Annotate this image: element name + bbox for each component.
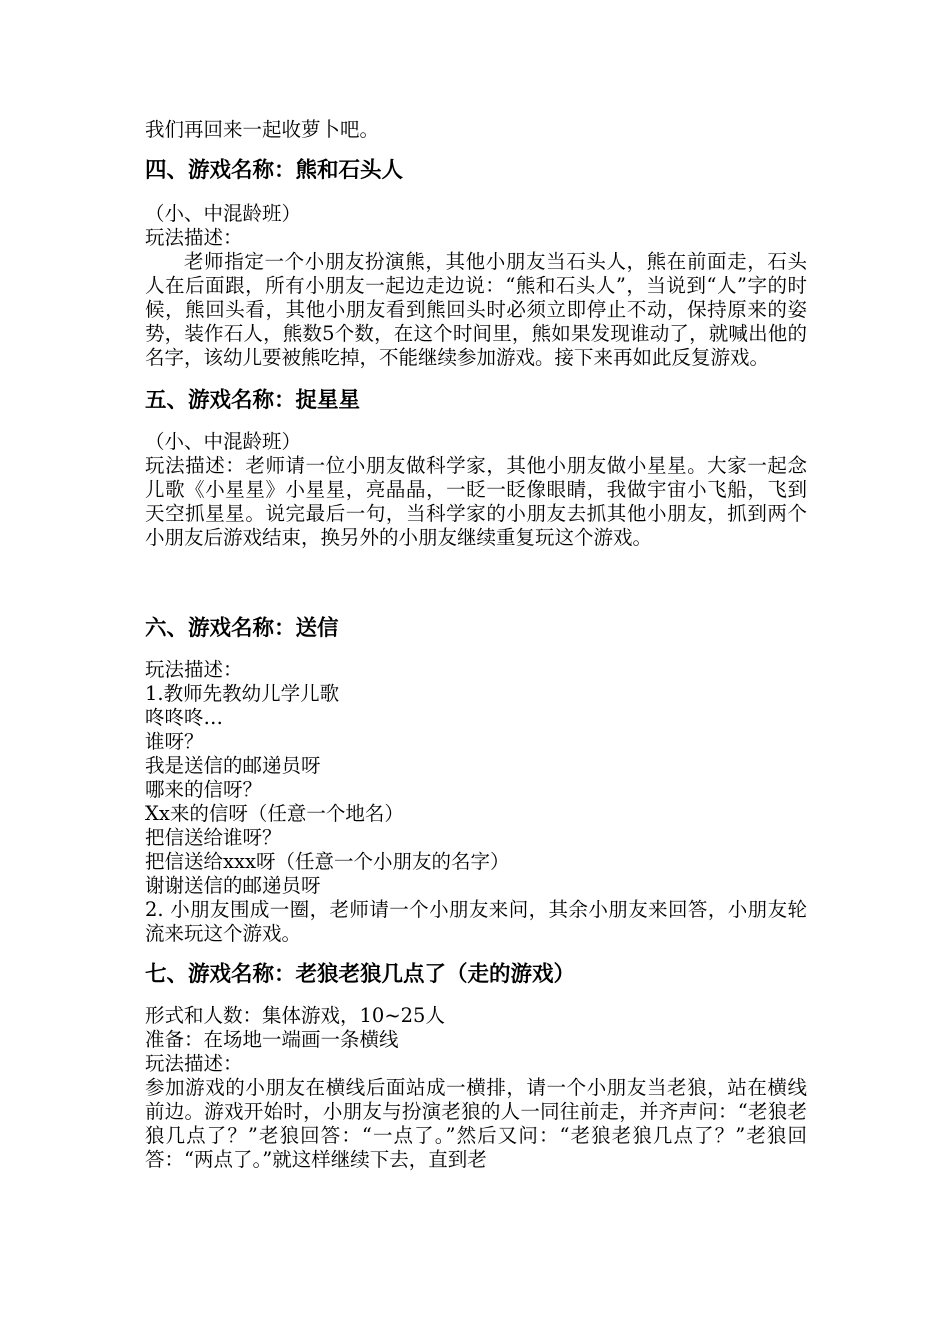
section-5-body: 玩法描述：老师请一位小朋友做科学家，其他小朋友做小星星。大家一起念儿歌《小星星》小星星，亮晶晶，一眨一眨像眼睛，我做宇宙小飞船，飞到天空抓星星。说完最后一句，当科学家的小朋友去抓其他小朋友，抓到两个小朋友后游戏结束，换另外的小朋友继续重复玩这个游戏。: [145, 454, 807, 549]
section-4-method-label: 玩法描述：: [145, 226, 243, 249]
section-6-method-label: 玩法描述：: [145, 658, 243, 681]
section-6-step-2: 2. 小朋友围成一圈，老师请一个小朋友来问，其余小朋友来回答，小朋友轮流来玩这个游戏。: [145, 898, 807, 945]
section-7-heading: 七、游戏名称：老狼老狼几点了（走的游戏）: [145, 962, 576, 987]
section-7-method-label: 玩法描述：: [145, 1052, 243, 1075]
section-5-heading: 五、游戏名称：捉星星: [145, 388, 361, 413]
document-page: [145, 118, 807, 1172]
section-6-line: 咚咚咚…: [145, 706, 224, 729]
section-5-grade: （小、中混龄班）: [145, 430, 302, 453]
section-6-line: 哪来的信呀？: [145, 778, 263, 801]
section-6-line: 谁呀？: [145, 730, 204, 753]
section-7-format: 形式和人数：集体游戏，10~25人: [145, 1004, 445, 1027]
section-6-line: 把信送给谁呀？: [145, 826, 282, 849]
section-6-heading: 六、游戏名称：送信: [145, 616, 339, 641]
section-6-line: 谢谢送信的邮递员呀: [145, 874, 321, 897]
section-6-line: 我是送信的邮递员呀: [145, 754, 321, 777]
intro-tail: 我们再回来一起收萝卜吧。: [145, 118, 380, 141]
section-6-line: 把信送给xxx呀（任意一个小朋友的名字）: [145, 850, 510, 873]
section-6-line: 1.教师先教幼儿学儿歌: [145, 682, 340, 705]
section-4-body: 老师指定一个小朋友扮演熊，其他小朋友当石头人，熊在前面走，石头人在后面跟，所有小朋友一起边走边说：“熊和石头人”，当说到“人”字的时候，熊回头看，其他小朋友看到熊回头时必须立即停止不动，保持原来的姿势，装作石人，熊数5个数，在这个时间里，熊如果发现谁动了，就喊出他的名字，该幼儿要被熊吃掉，不能继续参加游戏。接下来再如此反复游戏。: [145, 250, 807, 369]
section-7-body: 参加游戏的小朋友在横线后面站成一横排，请一个小朋友当老狼，站在横线前边。游戏开始时，小朋友与扮演老狼的人一同往前走，并齐声问：“老狼老狼几点了？”老狼回答：“一点了。”然后又问：“老狼老狼几点了？”老狼回答：“两点了。”就这样继续下去，直到老: [145, 1076, 807, 1171]
section-6-line: Xx来的信呀（任意一个地名）: [145, 802, 404, 825]
section-4-grade: （小、中混龄班）: [145, 202, 302, 225]
section-4-heading: 四、游戏名称：熊和石头人: [145, 158, 404, 183]
section-7-prep: 准备：在场地一端画一条横线: [145, 1028, 399, 1051]
